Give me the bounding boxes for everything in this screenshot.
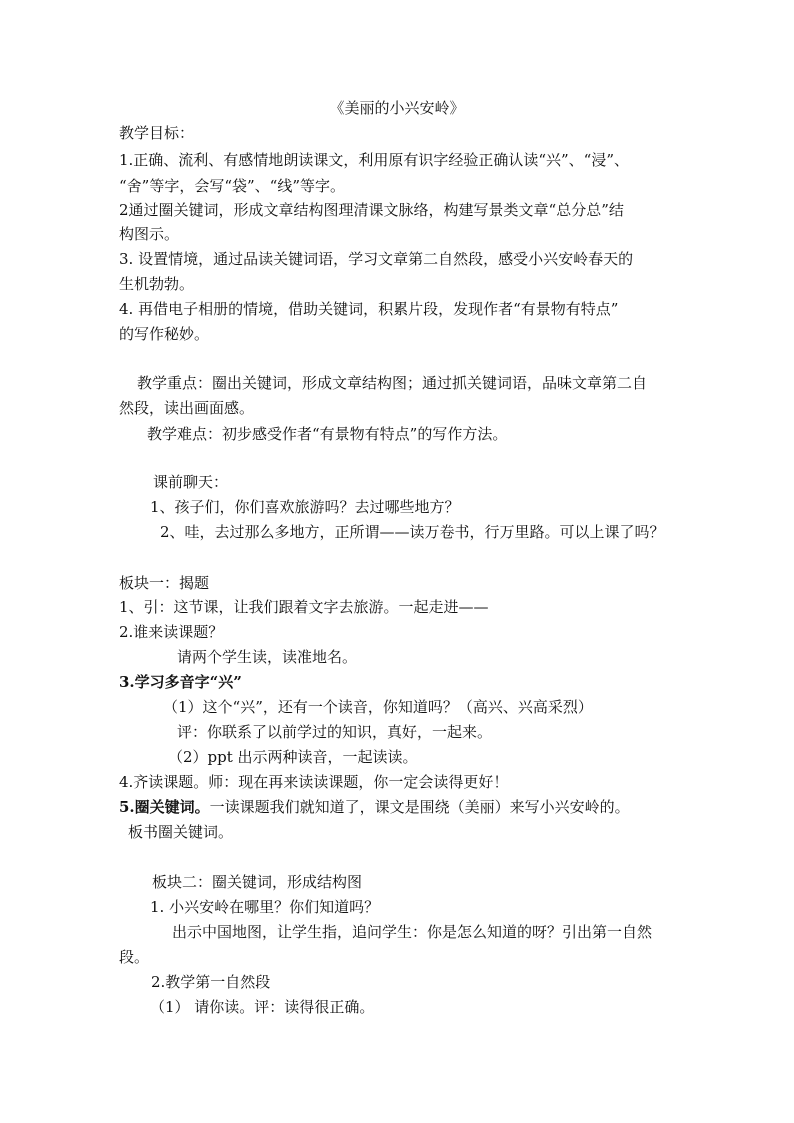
goal-line: 构图示。 [119, 225, 180, 243]
goals-heading: 教学目标： [119, 124, 195, 142]
teaching-focus-line: 然段，读出画面感。 [119, 399, 255, 417]
block1-line-text: 4.齐读课题。师：现在再来读读课题，你一定会读得更好！ [119, 773, 509, 791]
block1-line [163, 697, 593, 717]
pre-chat-line: 2、哇，去过那么多地方，正所谓——读万卷书，行万里路。可以上课了吗？ [160, 523, 665, 541]
goal-line: 生机勃勃。 [119, 275, 195, 293]
block1-line [119, 622, 223, 642]
goal-line: 的写作秘妙。 [119, 325, 210, 343]
block1-heading: 板块一：揭题 [119, 574, 210, 592]
block1-line [128, 822, 233, 842]
goal-line: “舍”等字，会写“袋”、“线”等字。 [119, 177, 346, 195]
block1-line-text: 板书圈关键词。 [128, 823, 234, 841]
pre-chat-heading: 课前聊天： [153, 473, 229, 491]
block1-line [177, 722, 492, 742]
goal-line: 3. 设置情境，通过品读关键词语，学习文章第二自然段，感受小兴安岭春天的 [119, 250, 634, 268]
block1-line [119, 672, 242, 692]
block1-line [119, 597, 489, 617]
block1-line-text: （1）这个“兴”，还有一个读音，你知道吗？（高兴、兴高采烈） [163, 698, 593, 716]
block1-line-text: 评：你联系了以前学过的知识，真好，一起来。 [177, 723, 493, 741]
block1-line [177, 647, 357, 667]
block1-line-text: 请两个学生读，读准地名。 [177, 648, 358, 666]
block1-line-text: （2）ppt 出示两种读音，一起读读。 [168, 748, 418, 766]
goal-line: 2通过圈关键词，形成文章结构图理清课文脉络，构建写景类文章“总分总”结 [119, 201, 624, 219]
block2-line: 2.教学第一自然段 [151, 973, 271, 991]
pre-chat-line: 1、孩子们，你们喜欢旅游吗？去过哪些地方？ [150, 498, 460, 516]
block2-line: 出示中国地图，让学生指，追问学生：你是怎么知道的呀？引出第一自然 [172, 923, 653, 941]
teaching-focus-line: 教学重点：圈出关键词，形成文章结构图；通过抓关键词语，品味文章第二自 [137, 374, 648, 392]
goal-line: 1.正确、流利、有感情地朗读课文，利用原有识字经验正确认读“兴”、“浸”、 [119, 151, 629, 169]
document-title: 《美丽的小兴安岭》 [329, 99, 465, 117]
block2-line: 1. 小兴安岭在哪里？你们知道吗？ [150, 898, 380, 916]
block1-line [168, 747, 418, 767]
block1-line-text: 一读课题我们就知道了，课文是围绕（美丽）来写小兴安岭的。 [209, 798, 630, 816]
block1-line [119, 797, 630, 817]
teaching-difficulty: 教学难点：初步感受作者“有景物有特点”的写作方法。 [147, 425, 508, 443]
goal-line: 4. 再借电子相册的情境，借助关键词，积累片段，发现作者“有景物有特点” [119, 300, 619, 318]
block1-line [119, 772, 508, 792]
block2-heading: 板块二：圈关键词，形成结构图 [152, 873, 363, 891]
block1-line-bold: 3.学习多音字“兴” [119, 673, 242, 691]
block2-line: 段。 [119, 948, 150, 966]
block1-line-text: 1、引：这节课，让我们跟着文字去旅游。一起走进—— [119, 598, 489, 616]
block2-line: （1） 请你读。评：读得很正确。 [150, 998, 375, 1016]
block1-line-text: 2.谁来读课题？ [119, 623, 224, 641]
block1-line-bold: 5.圈关键词。 [119, 798, 210, 816]
